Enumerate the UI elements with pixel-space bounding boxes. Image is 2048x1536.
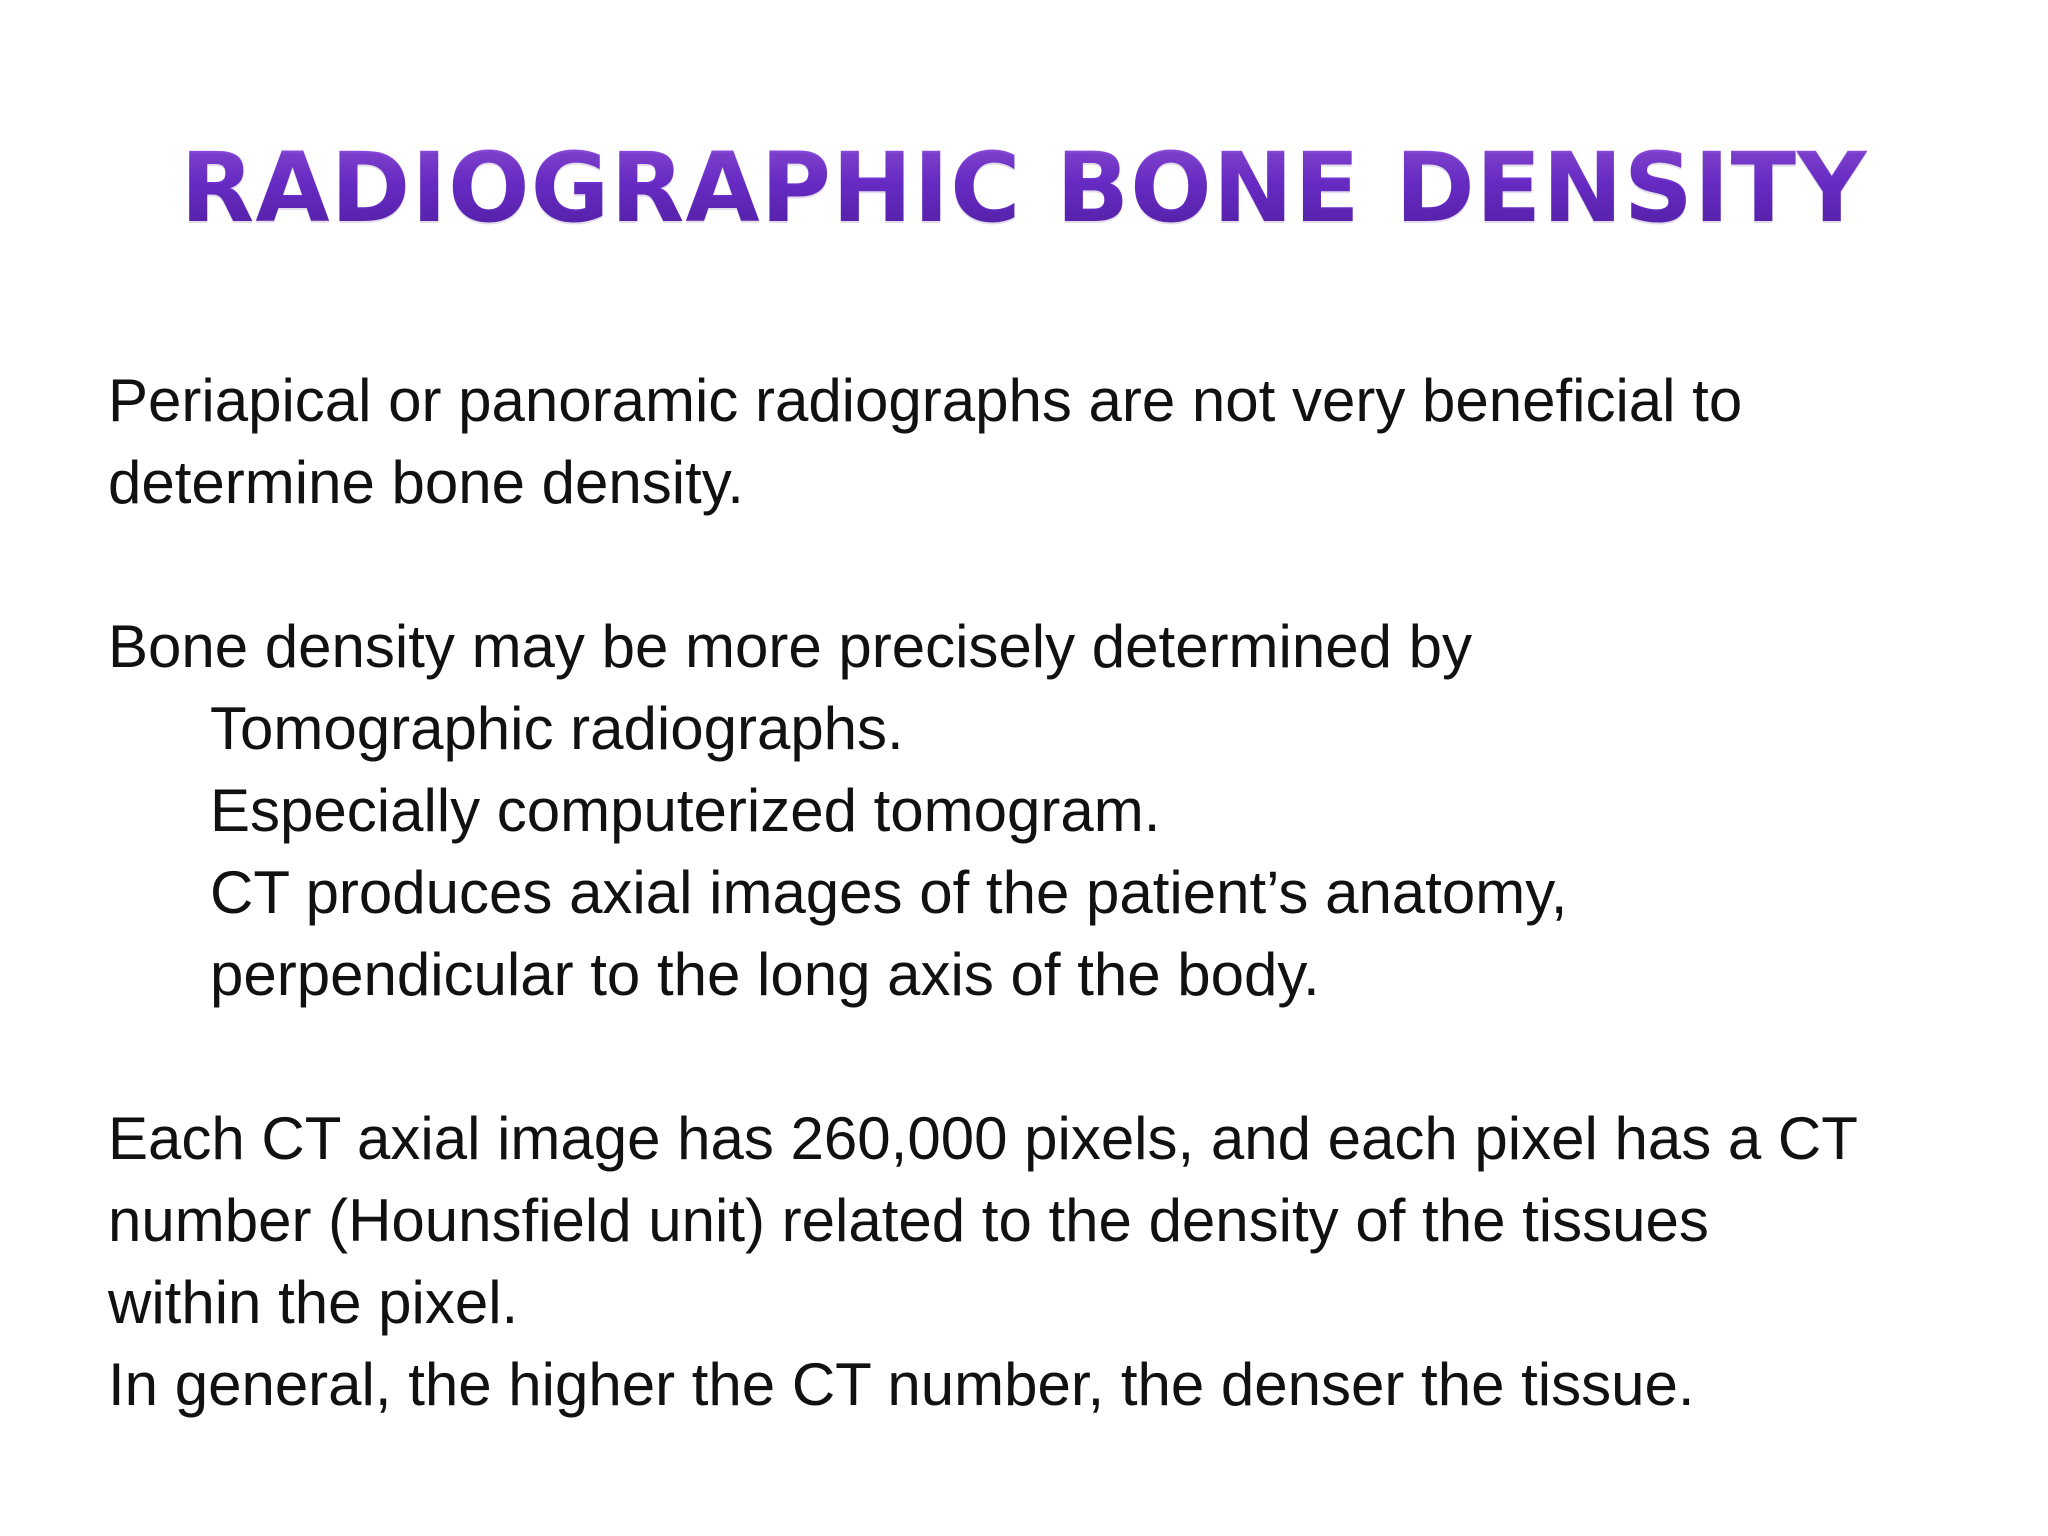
paragraph-3-line-3: within the pixel. — [108, 1269, 519, 1336]
paragraph-3-line-4: In general, the higher the CT number, the denser the tissue. — [108, 1351, 1695, 1418]
paragraph-gap-1 — [108, 524, 1928, 606]
title-container — [0, 128, 2048, 308]
paragraph-2-indented-line-4: perpendicular to the long axis of the body. — [210, 941, 1320, 1008]
paragraph-3-line-2: number (Hounsfield unit) related to the density of the tissues — [108, 1187, 1709, 1254]
paragraph-3-line-1: Each CT axial image has 260,000 pixels, and each pixel has a CT — [108, 1105, 1858, 1172]
paragraph-2-indented-line-1: Tomographic radiographs. — [210, 695, 904, 762]
paragraph-1-line-1: Periapical or panoramic radiographs are not very beneficial to — [108, 367, 1743, 434]
paragraph-gap-2 — [108, 1016, 1928, 1098]
paragraph-2 — [108, 606, 1928, 1016]
slide-body — [108, 360, 1928, 1426]
paragraph-1-line-2: determine bone density. — [108, 449, 744, 516]
paragraph-1 — [108, 360, 1928, 524]
slide-title: RADIOGRAPHIC BONE DENSITY — [180, 128, 1867, 248]
paragraph-2-indented-line-3: CT produces axial images of the patient’s anatomy, — [210, 859, 1568, 926]
paragraph-2-lead: Bone density may be more precisely determined by — [108, 613, 1473, 680]
paragraph-3 — [108, 1098, 1928, 1426]
paragraph-2-indented-line-2: Especially computerized tomogram. — [210, 777, 1161, 844]
